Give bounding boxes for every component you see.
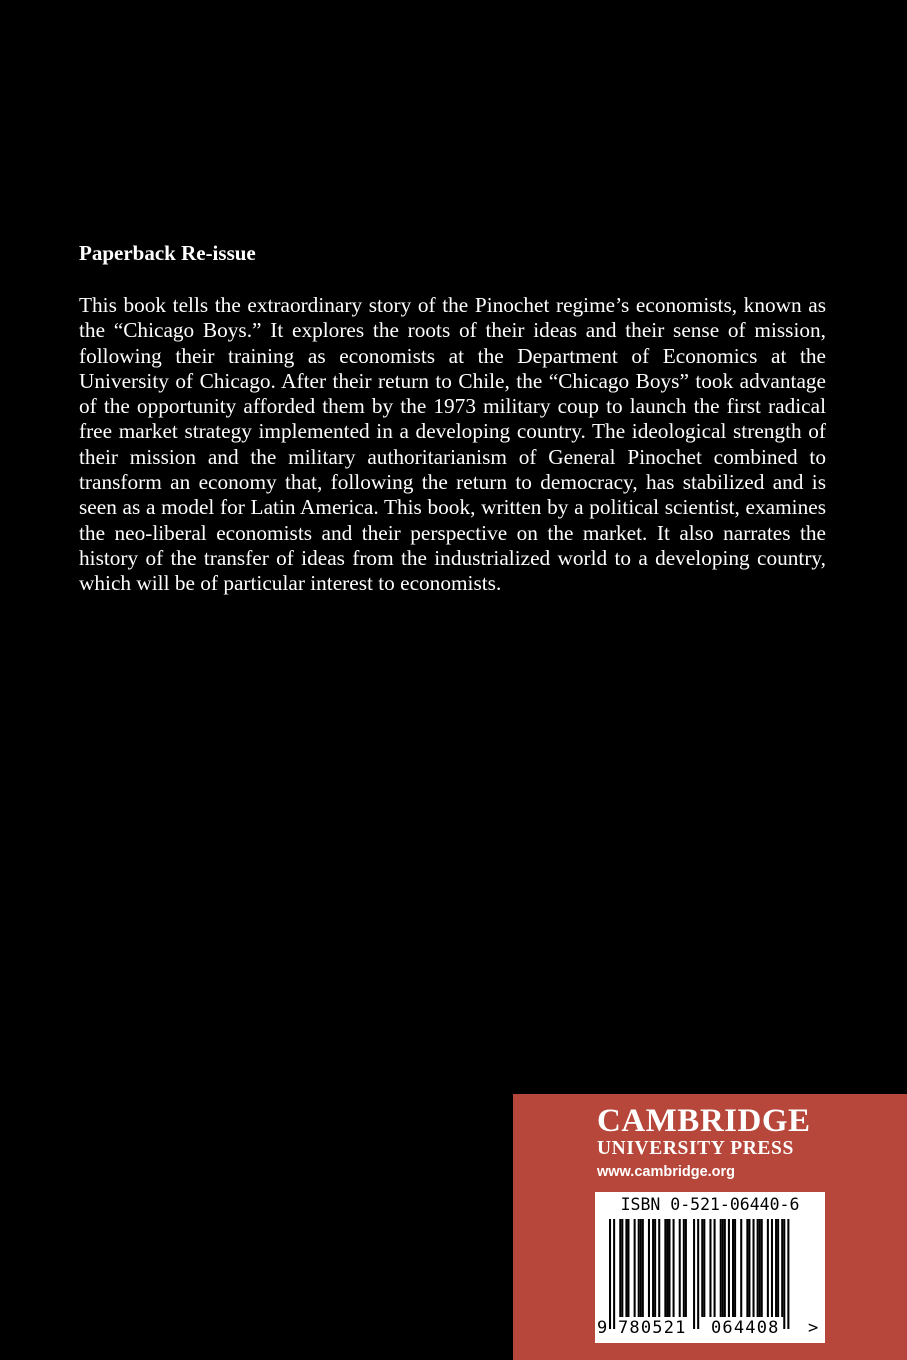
- barcode-bar: [679, 1219, 681, 1317]
- barcode-bar: [709, 1219, 711, 1317]
- barcode-bar: [664, 1219, 666, 1317]
- barcode-bar: [619, 1219, 621, 1317]
- barcode-bar: [640, 1219, 642, 1317]
- barcode-bar: [759, 1219, 761, 1317]
- barcode-bar: [781, 1219, 783, 1317]
- barcode-end-marker: >: [808, 1318, 819, 1338]
- barcode-bar: [748, 1219, 750, 1317]
- reissue-heading: Paperback Re-issue: [79, 241, 256, 265]
- barcode-bar: [740, 1219, 742, 1317]
- barcode-bar: [746, 1219, 748, 1317]
- barcode-lead-digit: 9: [597, 1318, 608, 1338]
- barcode-bar: [685, 1219, 687, 1317]
- barcode-bar: [771, 1219, 773, 1317]
- barcode-digits: [595, 1317, 825, 1343]
- barcode-bar: [732, 1219, 734, 1317]
- barcode-bar: [673, 1219, 675, 1317]
- barcode-bar: [701, 1219, 703, 1317]
- isbn-label: ISBN 0-521-06440-6: [620, 1195, 800, 1214]
- publisher-subname: UNIVERSITY PRESS: [597, 1138, 794, 1159]
- barcode-bar: [724, 1219, 726, 1317]
- barcode-bar: [728, 1219, 730, 1317]
- publisher-block: [513, 1094, 907, 1360]
- barcode-bar: [621, 1219, 623, 1317]
- barcode-bar: [775, 1219, 777, 1317]
- barcode-left-group: 780521: [618, 1318, 687, 1338]
- barcode-bars: [595, 1219, 825, 1329]
- barcode-bar: [627, 1219, 629, 1317]
- barcode-bar: [734, 1219, 736, 1317]
- barcode-bar: [683, 1219, 685, 1317]
- barcode-bar: [714, 1219, 716, 1317]
- barcode-bar: [767, 1219, 769, 1317]
- barcode-bar: [783, 1219, 785, 1329]
- barcode-bar: [654, 1219, 656, 1317]
- barcode-bar: [697, 1219, 699, 1329]
- barcode-bar: [722, 1219, 724, 1317]
- barcode-bar: [753, 1219, 755, 1317]
- barcode-bar: [693, 1219, 695, 1329]
- publisher-name: CAMBRIDGE: [597, 1103, 811, 1139]
- barcode-bar: [668, 1219, 670, 1317]
- barcode-bar: [625, 1219, 627, 1317]
- publisher-url: www.cambridge.org: [597, 1164, 736, 1180]
- barcode-bar: [720, 1219, 722, 1317]
- barcode-bar: [777, 1219, 779, 1317]
- barcode-right-group: 064408: [711, 1318, 780, 1338]
- barcode-bar: [642, 1219, 644, 1317]
- barcode-bar: [652, 1219, 654, 1317]
- book-description: This book tells the extraordinary story of the Pinochet regime’s economists, known as the “Chicago Boys.” It explores the roots of their ideas and their sense of mission, following their training as economists at the Department of Economics at the University of Chicago. After their return to Chile, the “Chicago Boys” took advantage of the opportunity afforded them by the 1973 military coup to launch the first radical free market strategy implemented in a developing country. The ideological strength of their mission and the military authoritarianism of General Pinochet combined to transform an economy that, following the return to democracy, has stabilized and is seen as a model for Latin America. This book, written by a political scientist, examines the neo-liberal economists and their perspective on the market. It also narrates the history of the transfer of ideas from the industrialized world to a developing country, which will be of particular interest to economists.: [79, 293, 826, 596]
- barcode-bar: [703, 1219, 705, 1317]
- barcode-bar: [666, 1219, 668, 1317]
- barcode-bar: [658, 1219, 660, 1317]
- barcode-bar: [634, 1219, 636, 1317]
- barcode-bar: [787, 1219, 789, 1329]
- barcode-bar: [648, 1219, 650, 1317]
- barcode-bar: [609, 1219, 611, 1329]
- barcode-bar: [757, 1219, 759, 1317]
- barcode-bar: [638, 1219, 640, 1317]
- barcode-bar: [613, 1219, 615, 1329]
- barcode-bar: [761, 1219, 763, 1317]
- isbn-barcode: [595, 1192, 825, 1343]
